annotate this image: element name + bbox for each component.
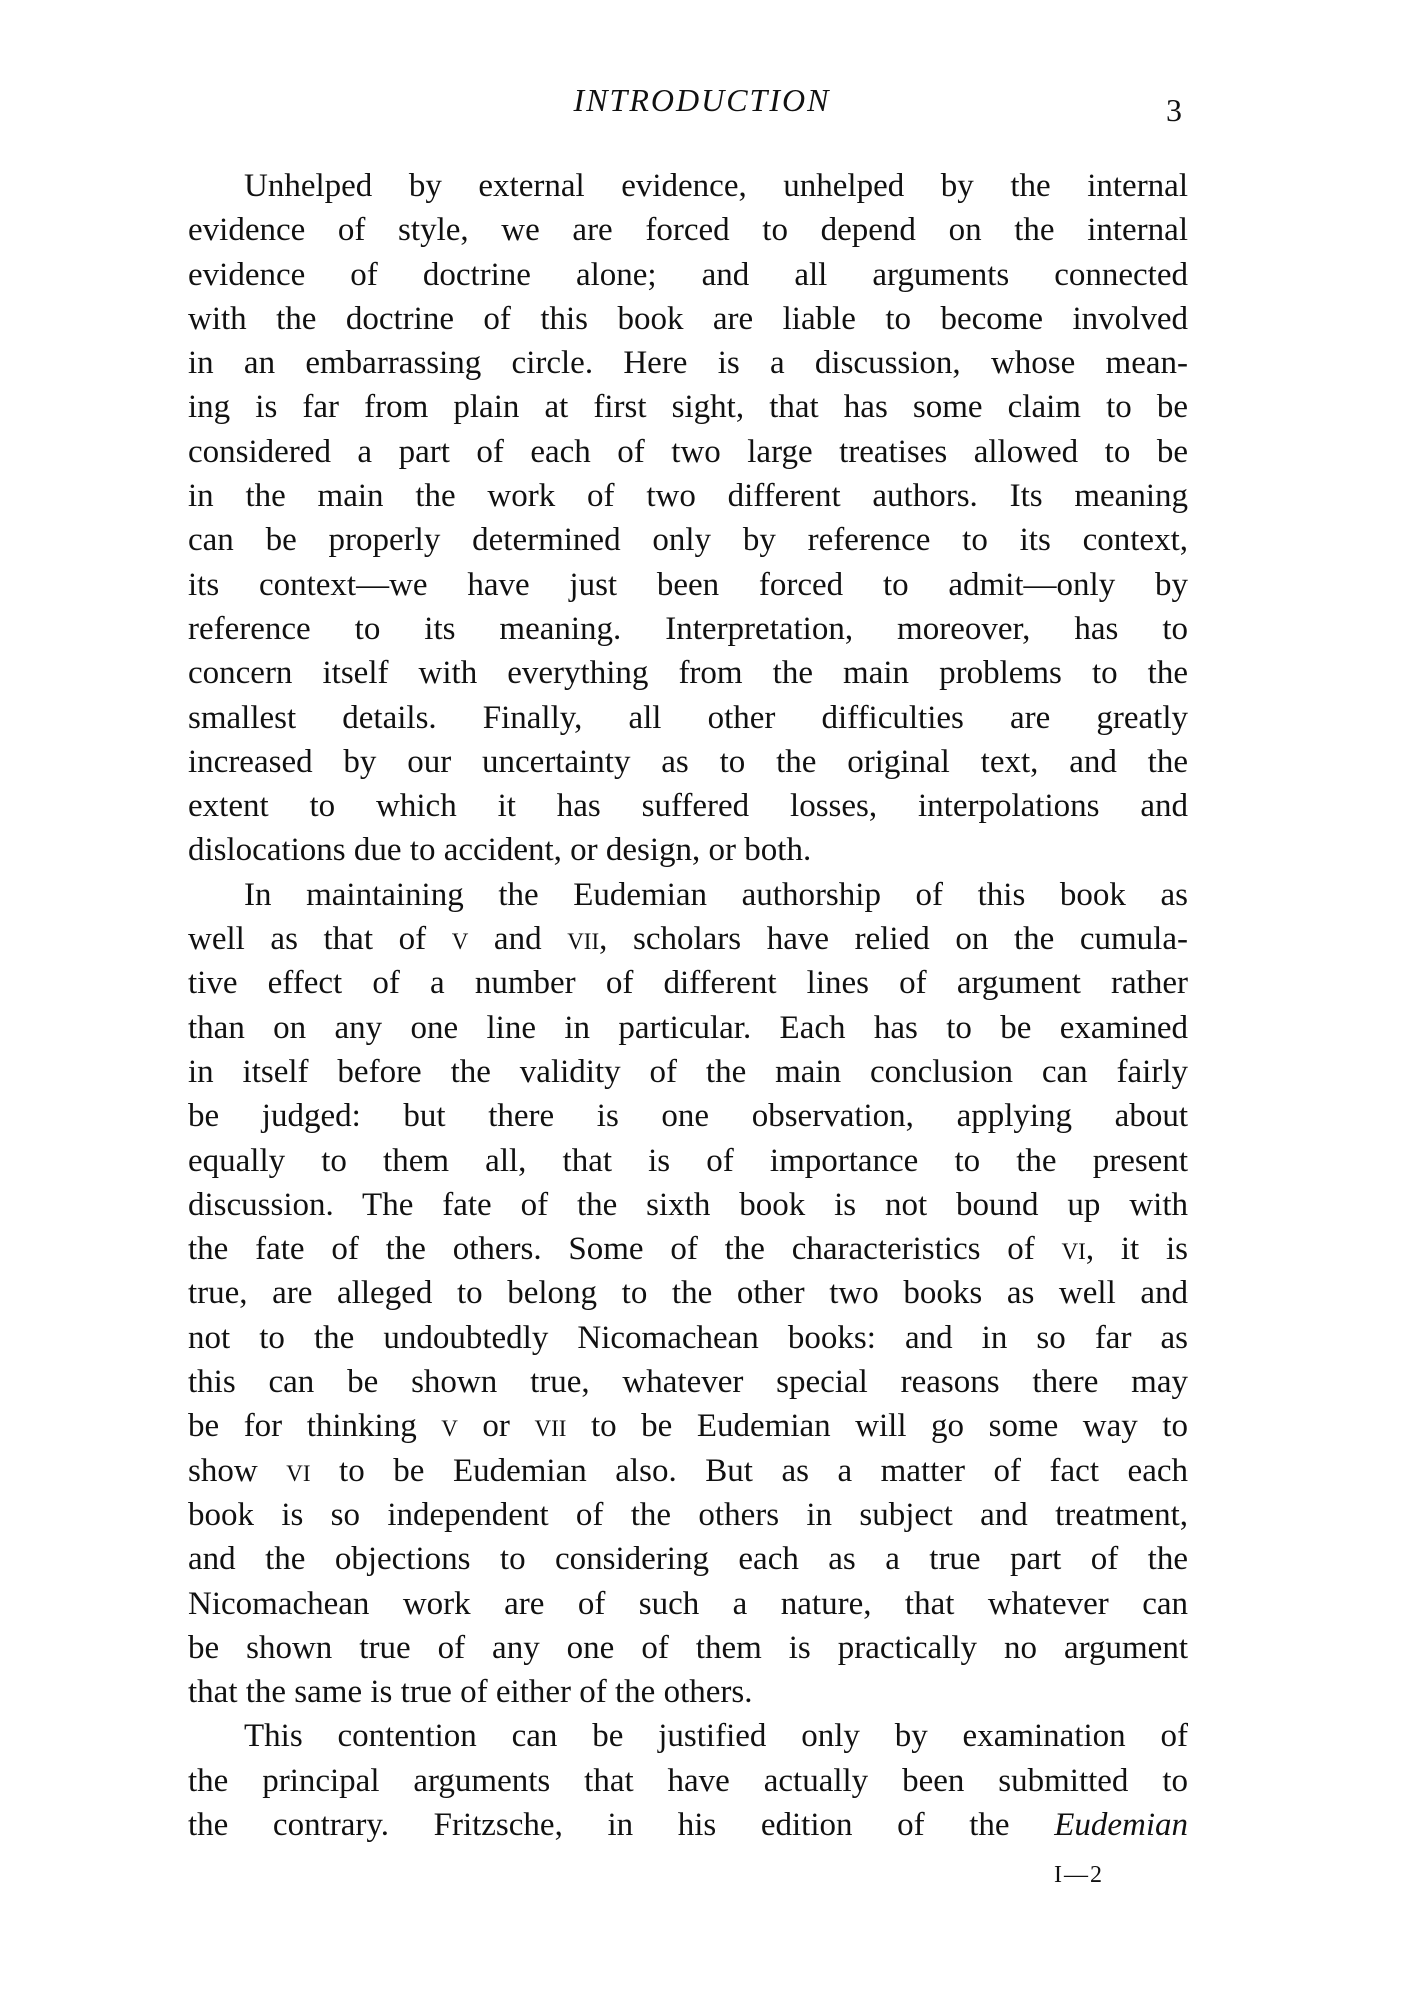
text-segment: well as that of	[188, 921, 452, 958]
text-segment: to be Eudemian will go some way to	[566, 1408, 1188, 1445]
text-line	[188, 297, 1188, 341]
text-segment: and	[468, 921, 568, 958]
text-segment: reference to its meaning. Interpretation, moreover, has to	[188, 610, 1188, 647]
text-segment: , scholars have relied on the cumula-	[599, 921, 1188, 958]
text-line	[188, 1183, 1188, 1227]
text-segment: dislocations due to accident, or design, or both.	[188, 832, 812, 869]
text-line	[188, 430, 1188, 474]
text-segment: be for thinking	[188, 1408, 442, 1445]
text-line	[188, 1139, 1188, 1183]
text-segment: be judged: but there is one observation, applying about	[188, 1098, 1188, 1135]
text-line	[188, 740, 1188, 784]
text-segment: in itself before the validity of the main conclusion can fairly	[188, 1053, 1188, 1090]
text-segment: This contention can be justified only by examination of	[244, 1718, 1188, 1755]
text-segment: can be properly determined only by reference to its context,	[188, 522, 1188, 559]
text-segment: that the same is true of either of the others.	[188, 1674, 753, 1711]
text-segment: this can be shown true, whatever special reasons there may	[188, 1364, 1188, 1401]
text-line	[188, 253, 1188, 297]
text-line	[188, 1759, 1188, 1803]
text-line	[188, 1404, 1188, 1448]
text-line	[188, 784, 1188, 828]
text-line	[188, 1803, 1188, 1847]
text-line	[188, 385, 1188, 429]
text-line	[188, 518, 1188, 562]
text-segment: Nicomachean work are of such a nature, that whatever can	[188, 1585, 1188, 1622]
text-segment: than on any one line in particular. Each has to be examined	[188, 1009, 1188, 1046]
book-numeral: v	[441, 1408, 458, 1445]
text-segment: discussion. The fate of the sixth book is not bound up with	[188, 1186, 1188, 1223]
book-numeral: vi	[1061, 1231, 1086, 1268]
text-line	[188, 1316, 1188, 1360]
text-segment: smallest details. Finally, all other difficulties are greatly	[188, 699, 1188, 736]
book-numeral: vii	[567, 921, 600, 958]
text-line	[188, 164, 1188, 208]
text-segment: in the main the work of two different authors. Its meaning	[188, 478, 1188, 515]
text-line	[188, 1227, 1188, 1271]
text-segment: and the objections to considering each as a true part of the	[188, 1541, 1188, 1578]
text-line	[188, 1050, 1188, 1094]
text-line	[188, 696, 1188, 740]
text-segment: the principal arguments that have actually been submitted to	[188, 1762, 1188, 1799]
text-segment: concern itself with everything from the main problems to the	[188, 655, 1188, 692]
text-segment: considered a part of each of two large treatises allowed to be	[188, 433, 1188, 470]
text-segment: the contrary. Fritzsche, in his edition of the	[188, 1806, 1055, 1843]
text-segment: show	[188, 1452, 287, 1489]
text-segment: , it is	[1085, 1231, 1188, 1268]
text-line	[188, 1626, 1188, 1670]
text-segment: evidence of style, we are forced to depend on the internal	[188, 212, 1188, 249]
text-segment: to be Eudemian also. But as a matter of fact each	[310, 1452, 1188, 1489]
text-line	[188, 1582, 1188, 1626]
running-title: INTRODUCTION	[573, 82, 831, 118]
text-line	[188, 208, 1188, 252]
italic-text: Eudemian	[1054, 1806, 1188, 1843]
text-segment: book is so independent of the others in subject and treatment,	[188, 1496, 1188, 1533]
text-segment: true, are alleged to belong to the other two books as well and	[188, 1275, 1188, 1312]
text-segment: or	[457, 1408, 535, 1445]
signature-mark: I—2	[1054, 1862, 1104, 1888]
text-segment: be shown true of any one of them is practically no argument	[188, 1629, 1188, 1666]
text-line	[188, 1449, 1188, 1493]
text-line	[188, 1493, 1188, 1537]
text-line	[188, 1094, 1188, 1138]
text-segment: the fate of the others. Some of the characteristics of	[188, 1231, 1062, 1268]
text-segment: its context—we have just been forced to admit—only by	[188, 566, 1188, 603]
text-line	[188, 1360, 1188, 1404]
page-number: 3	[1166, 92, 1182, 128]
text-line	[188, 1006, 1188, 1050]
text-segment: Unhelped by external evidence, unhelped by the internal	[244, 168, 1188, 204]
text-line	[188, 474, 1188, 518]
text-line	[188, 917, 1188, 961]
text-segment: tive effect of a number of different lines of argument rather	[188, 965, 1188, 1002]
text-line	[188, 341, 1188, 385]
text-line	[188, 1670, 1188, 1714]
text-segment: with the doctrine of this book are liable to become involved	[188, 300, 1188, 337]
text-line	[188, 651, 1188, 695]
text-line	[188, 873, 1188, 917]
text-segment: not to the undoubtedly Nicomachean books: and in so far as	[188, 1319, 1188, 1356]
text-segment: extent to which it has suffered losses, interpolations and	[188, 788, 1188, 825]
text-line	[188, 607, 1188, 651]
text-line	[188, 1271, 1188, 1315]
book-numeral: v	[451, 921, 469, 958]
text-segment: in an embarrassing circle. Here is a discussion, whose mean-	[188, 345, 1188, 382]
text-segment: equally to them all, that is of importance to the present	[188, 1142, 1188, 1179]
text-line	[188, 563, 1188, 607]
text-segment: ing is far from plain at first sight, that has some claim to be	[188, 389, 1188, 426]
text-segment: evidence of doctrine alone; and all arguments connected	[188, 256, 1188, 293]
text-segment: In maintaining the Eudemian authorship of this book as	[244, 876, 1188, 913]
body-text	[188, 164, 1188, 1847]
book-numeral: vi	[286, 1452, 311, 1489]
text-line	[188, 961, 1188, 1005]
text-line	[188, 1714, 1188, 1758]
text-segment: increased by our uncertainty as to the original text, and the	[188, 743, 1188, 780]
book-numeral: vii	[534, 1408, 567, 1445]
text-line	[188, 828, 1188, 872]
page-header	[0, 82, 1404, 128]
text-line	[188, 1537, 1188, 1581]
